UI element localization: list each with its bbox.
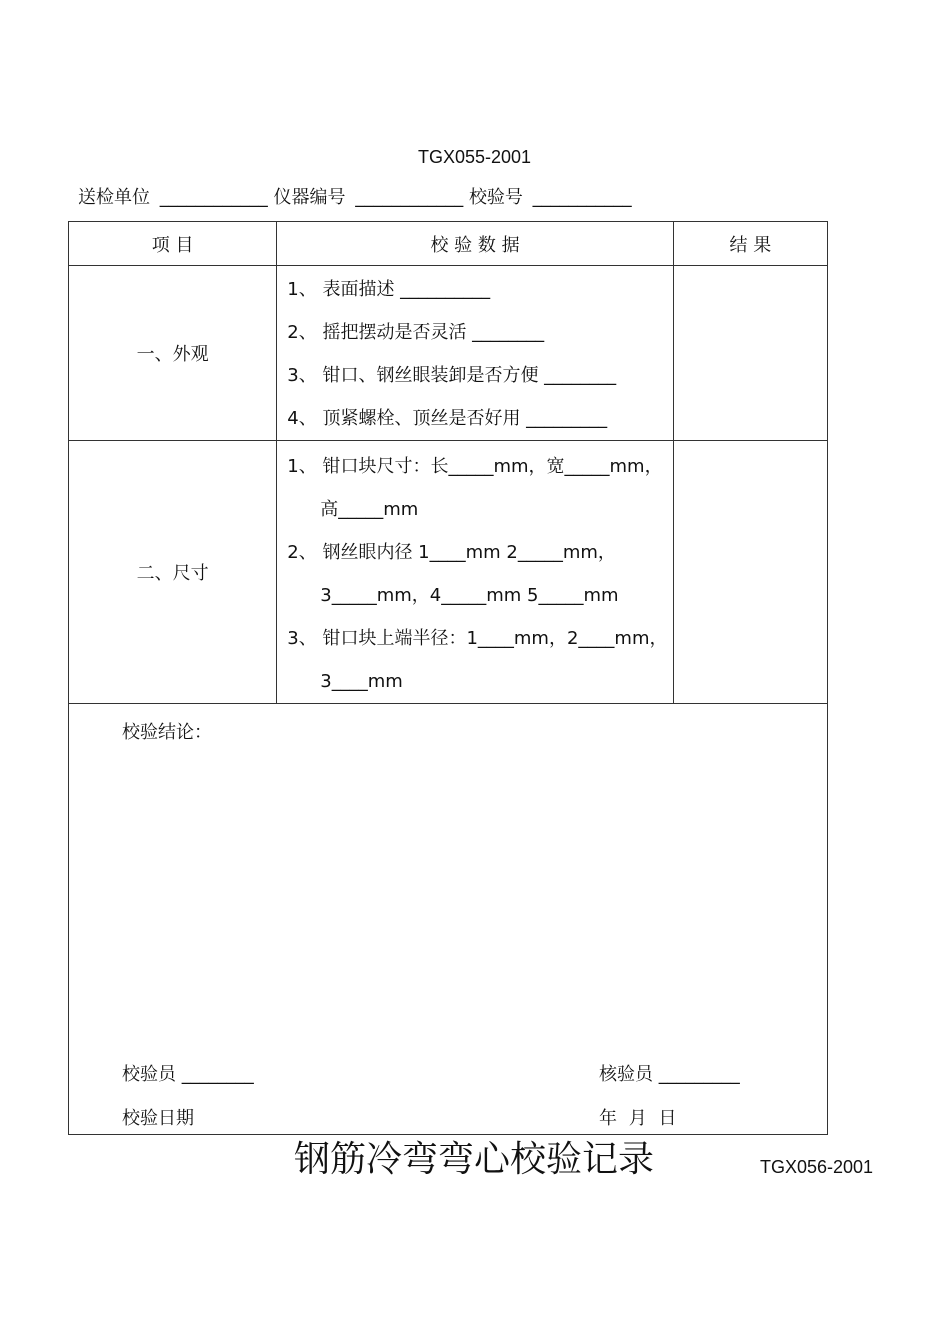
check-line[interactable]: 3、 钳口块上端半径：1____mm，2____mm， <box>287 628 668 649</box>
data-dimension <box>277 441 674 704</box>
check-line[interactable]: 3、 钳口、钢丝眼装卸是否方便 ________ <box>287 365 617 386</box>
column-header-item: 项 目 <box>69 222 277 266</box>
check-line[interactable]: 3_____mm，4_____mm 5_____mm <box>320 585 619 606</box>
result-dimension[interactable] <box>673 441 827 704</box>
check-line[interactable]: 2、 摇把摆动是否灵活 ________ <box>287 322 545 343</box>
inspector-field[interactable]: 校验员 ________ <box>122 1064 254 1085</box>
next-form-code: TGX056-2001 <box>760 1157 874 1177</box>
check-line[interactable]: 4、 顶紧螺栓、顶丝是否好用 _________ <box>287 408 608 429</box>
item-appearance: 一、外观 <box>69 266 277 441</box>
table-row-conclusion <box>69 704 828 1135</box>
check-no-field[interactable]: ___________ <box>532 187 632 208</box>
unit-field[interactable]: ____________ <box>159 187 268 208</box>
result-appearance[interactable] <box>673 266 827 441</box>
data-appearance <box>277 266 674 441</box>
column-header-data: 校 验 数 据 <box>277 222 674 266</box>
next-form-title: 钢筋冷弯弯心校验记录 <box>294 1139 655 1180</box>
form-code: TGX055-2001 <box>418 147 532 167</box>
check-line[interactable]: 1、 钳口块尺寸：长_____mm，宽_____mm， <box>287 456 663 477</box>
instrument-field[interactable]: ____________ <box>355 187 464 208</box>
date-label: 校验日期 <box>122 1108 194 1129</box>
date-fields[interactable]: 年 月 日 <box>599 1108 677 1129</box>
conclusion-label: 校验结论： <box>122 722 212 743</box>
check-no-label: 校验号 <box>468 187 523 208</box>
check-line[interactable]: 1、 表面描述 __________ <box>287 279 491 300</box>
header-fields <box>78 189 632 207</box>
instrument-label: 仪器编号 <box>273 187 346 208</box>
table-row-appearance <box>69 266 828 441</box>
checker-field[interactable]: 核验员 _________ <box>599 1064 740 1085</box>
unit-label: 送检单位 <box>78 187 150 208</box>
table-header-row <box>69 222 828 266</box>
calibration-table <box>68 221 828 1135</box>
table-row-dimension <box>69 441 828 704</box>
item-dimension: 二、尺寸 <box>69 441 277 704</box>
check-line[interactable]: 高_____mm <box>320 499 419 520</box>
conclusion-cell[interactable] <box>69 704 828 1135</box>
column-header-result: 结 果 <box>673 222 827 266</box>
check-line[interactable]: 3____mm <box>320 671 403 692</box>
check-line[interactable]: 2、 钢丝眼内径 1____mm 2_____mm， <box>287 542 616 563</box>
